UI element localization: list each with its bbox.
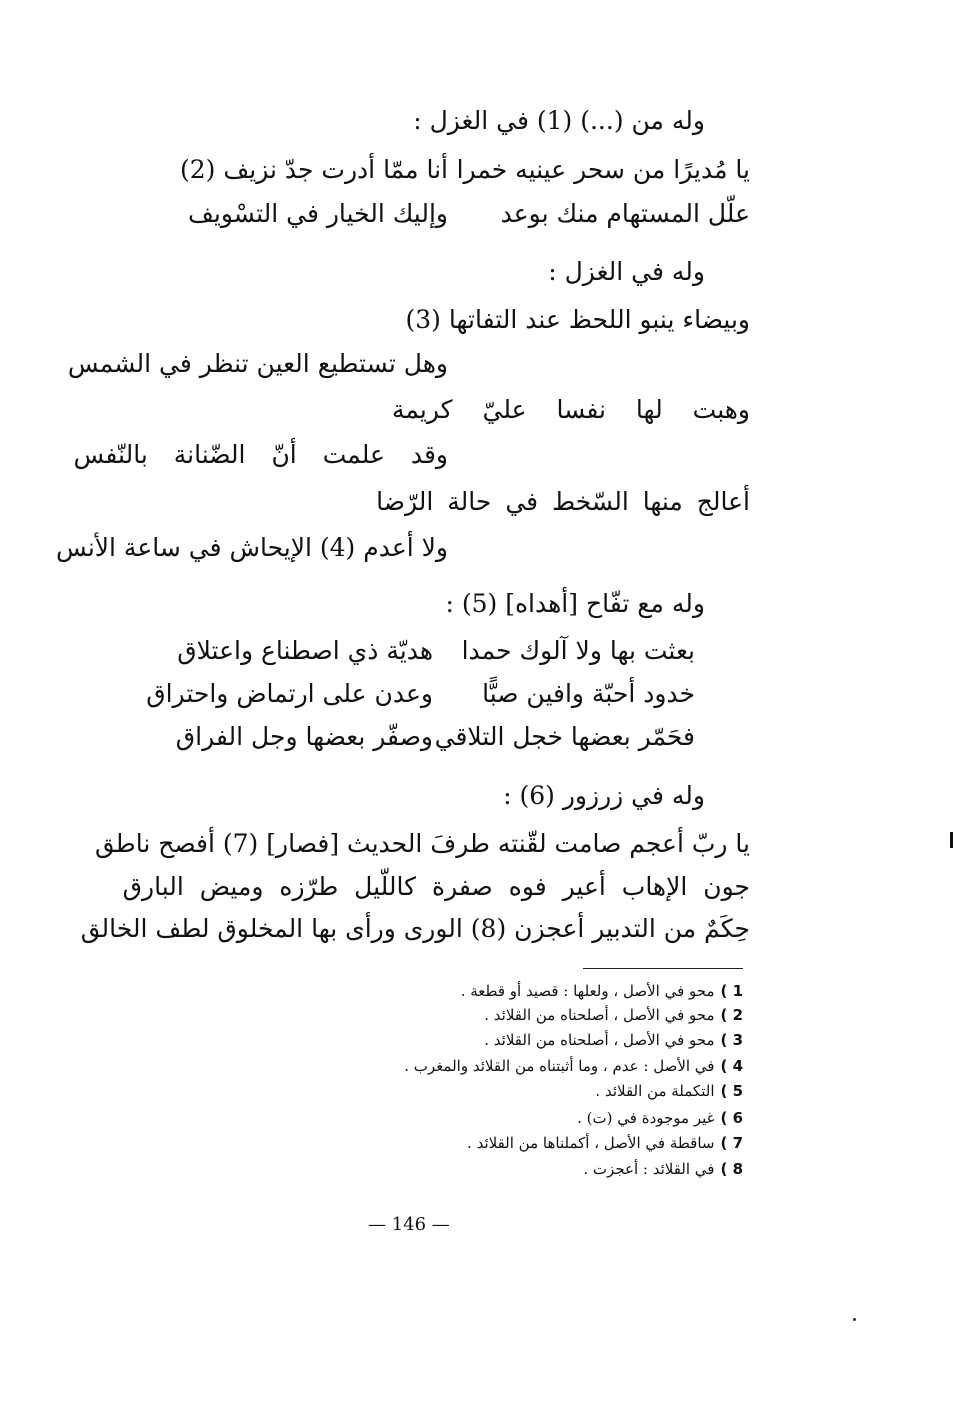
footnote-text: محو في الأصل ، ولعلها : قصيد أو قطعة . xyxy=(460,982,715,1000)
verse-7-first-hemistich: خدود أحبّة وافين صبًّا xyxy=(482,679,695,708)
verse-6-second-hemistich: هديّة ذي اصطناع واعتلاق xyxy=(177,636,433,665)
footnote-separator xyxy=(583,968,743,969)
verse-3-first-hemistich: وبيضاء ينبو اللحظ عند التفاتها (3) xyxy=(405,305,750,334)
footnote-number: 4 ) xyxy=(720,1057,743,1075)
page-number: — 146 — xyxy=(368,1214,450,1235)
verse-7-second-hemistich: وعدن على ارتماض واحتراق xyxy=(146,679,433,708)
verse-4-second-hemistich: وقد علمت أنّ الضّنانة بالنّفس xyxy=(73,440,448,469)
poem-heading-2: وله في الغزل : xyxy=(548,257,705,286)
verse-5-first-hemistich: أعالج منها السّخط في حالة الرّضا xyxy=(376,487,750,516)
footnote-number: 7 ) xyxy=(720,1134,743,1152)
footnote-5 xyxy=(595,1080,743,1102)
verse-2-second-hemistich: وإليك الخيار في التسْويف xyxy=(188,199,448,228)
footnote-7 xyxy=(467,1132,743,1154)
footnote-number: 3 ) xyxy=(720,1031,743,1049)
footnote-8 xyxy=(583,1158,743,1180)
footnote-number: 5 ) xyxy=(720,1082,743,1100)
footnote-text: ساقطة في الأصل ، أكملناها من القلائد . xyxy=(467,1134,715,1152)
verse-1-second-hemistich: أنا ممّا أدرت جدّ نزيف (2) xyxy=(180,155,448,184)
verse-8-second-hemistich: وصفّر بعضها وجل الفراق xyxy=(175,722,433,751)
poem-heading-1: وله من (...) (1) في الغزل : xyxy=(413,106,705,135)
footnote-2 xyxy=(484,1004,743,1026)
footnote-number: 6 ) xyxy=(720,1109,743,1127)
footnote-text: في الأصل : عدم ، وما أثبتناه من القلائد والمغرب . xyxy=(404,1057,715,1075)
verse-8-first-hemistich: فحَمّر بعضها خجل التلاقي xyxy=(434,722,695,751)
poem-heading-4: وله في زرزور (6) : xyxy=(503,781,705,810)
verse-9: يا ربّ أعجم صامت لقّنته طرفَ الحديث [فصار] (7) أفصح ناطق xyxy=(94,829,750,858)
verse-4-first-hemistich: وهبت لها نفسا عليّ كريمة xyxy=(392,395,750,424)
footnote-text: غير موجودة في (ت) . xyxy=(577,1109,715,1127)
verse-1-first-hemistich: يا مُديرًا من سحر عينيه خمرا xyxy=(456,155,750,184)
footnote-text: في القلائد : أعجزت . xyxy=(583,1160,715,1178)
scan-speck xyxy=(853,1318,856,1321)
footnote-3 xyxy=(484,1029,743,1051)
footnote-text: محو في الأصل ، أصلحناه من القلائد . xyxy=(484,1031,715,1049)
footnote-number: 2 ) xyxy=(720,1006,743,1024)
verse-6-first-hemistich: بعثت بها ولا آلوك حمدا xyxy=(461,636,695,665)
footnote-4 xyxy=(404,1055,743,1077)
verse-2-first-hemistich: علّل المستهام منك بوعد xyxy=(500,199,750,228)
footnote-1 xyxy=(461,980,743,1002)
footnote-text: التكملة من القلائد . xyxy=(595,1082,715,1100)
verse-5-second-hemistich: ولا أعدم (4) الإيحاش في ساعة الأنس xyxy=(55,533,448,562)
verse-11: حِكَمٌ من التدبير أعجزن (8) الورى ورأى بها المخلوق لطف الخالق xyxy=(80,914,750,943)
footnote-text: محو في الأصل ، أصلحناه من القلائد . xyxy=(484,1006,715,1024)
footnote-number: 1 ) xyxy=(720,982,743,1000)
footnote-6 xyxy=(577,1107,743,1129)
footnote-number: 8 ) xyxy=(720,1160,743,1178)
verse-3-second-hemistich: وهل تستطيع العين تنظر في الشمس xyxy=(67,349,448,378)
verse-10: جون الإهاب أعير فوه صفرة كاللّيل طرّزه وميض البارق xyxy=(122,872,750,901)
poem-heading-3: وله مع تفّاح [أهداه] (5) : xyxy=(445,589,705,618)
